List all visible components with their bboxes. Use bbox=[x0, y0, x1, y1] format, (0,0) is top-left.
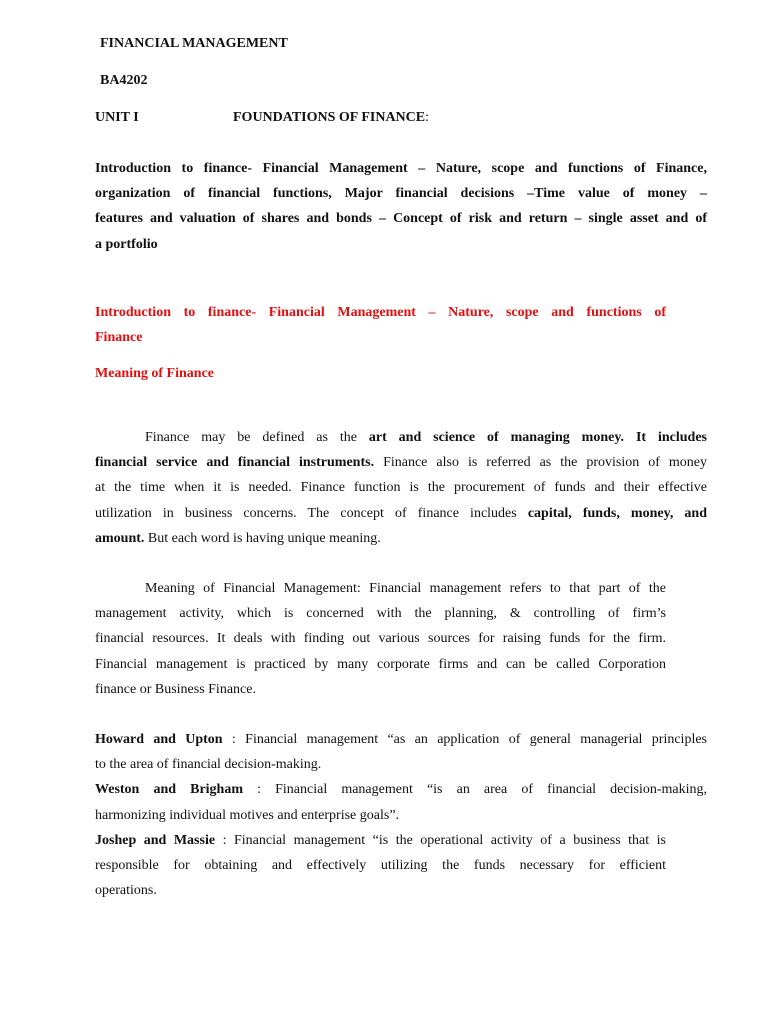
text-run-bold: financial service and financial instruments. bbox=[95, 455, 375, 471]
finance-line bbox=[95, 450, 707, 475]
syllabus-line: features and valuation of shares and bonds – Concept of risk and return – single asset and of bbox=[95, 211, 707, 227]
definition-author: Weston and Brigham bbox=[95, 782, 244, 798]
definition-line bbox=[95, 727, 707, 752]
section-heading-line: Finance bbox=[95, 330, 143, 346]
syllabus-line: a portfolio bbox=[95, 236, 158, 252]
unit-colon: : bbox=[425, 110, 430, 125]
finance-line bbox=[95, 425, 707, 450]
definition-author: Howard and Upton bbox=[95, 732, 223, 747]
unit-heading bbox=[233, 110, 429, 126]
text-run: utilization in business concerns. The concept of finance includes bbox=[95, 505, 528, 521]
meaning-heading: Meaning of Finance bbox=[95, 366, 214, 381]
syllabus-line: organization of financial functions, Major financial decisions –Time value of money – bbox=[95, 186, 707, 202]
text-run: : Financial management “is the operational activity of a business that is bbox=[215, 833, 667, 848]
syllabus-line: Introduction to finance- Financial Management – Nature, scope and functions of Finance, bbox=[95, 161, 707, 176]
fm-line: management activity, which is concerned with the planning, & controlling of firm’s bbox=[95, 606, 666, 622]
section-heading-line: Introduction to finance- Financial Management – Nature, scope and functions of bbox=[95, 305, 666, 320]
fm-line: finance or Business Finance. bbox=[95, 681, 256, 697]
definitions-block bbox=[95, 727, 707, 828]
definition-line bbox=[95, 828, 666, 853]
section-heading bbox=[95, 300, 666, 350]
unit-title: FOUNDATIONS OF FINANCE bbox=[233, 110, 426, 125]
finance-line: at the time when it is needed. Finance function is the procurement of funds and their effective bbox=[95, 480, 707, 496]
fm-paragraph bbox=[95, 576, 666, 702]
syllabus-paragraph bbox=[95, 156, 707, 257]
text-run-bold: capital, funds, money, and bbox=[527, 505, 707, 521]
text-run: : Financial management “is an area of financial decision-making, bbox=[243, 782, 707, 798]
definition-line: operations. bbox=[95, 883, 157, 899]
unit-label: UNIT I bbox=[95, 110, 139, 125]
text-run: : Financial management “as an application of general managerial principles bbox=[222, 732, 707, 747]
text-run-bold: amount. bbox=[95, 530, 145, 546]
definition-joshep-massie bbox=[95, 828, 666, 904]
text-run-bold: art and science of managing money. It includes bbox=[368, 430, 707, 445]
definition-line: harmonizing individual motives and enterprise goals”. bbox=[95, 807, 400, 823]
text-run: Finance may be defined as the bbox=[145, 430, 369, 445]
text-run: Meaning of Financial Management: Financial management refers to that part of the bbox=[145, 581, 666, 596]
definition-line: responsible for obtaining and effectively utilizing the funds necessary for efficient bbox=[95, 858, 666, 874]
finance-line bbox=[95, 526, 707, 551]
course-title: FINANCIAL MANAGEMENT bbox=[100, 36, 288, 51]
text-run: But each word is having unique meaning. bbox=[144, 530, 381, 546]
definition-line bbox=[95, 777, 707, 802]
finance-line bbox=[95, 501, 707, 526]
fm-line: financial resources. It deals with finding out various sources for raising funds for the firm. bbox=[95, 631, 666, 647]
text-run: Finance also is referred as the provision of money bbox=[374, 455, 708, 471]
fm-line: Financial management is practiced by many corporate firms and can be called Corporation bbox=[95, 656, 666, 672]
definition-line: to the area of financial decision-making. bbox=[95, 757, 322, 773]
course-code: BA4202 bbox=[100, 73, 148, 88]
finance-paragraph bbox=[95, 425, 707, 551]
definition-author: Joshep and Massie bbox=[95, 833, 216, 848]
fm-line bbox=[95, 576, 666, 601]
